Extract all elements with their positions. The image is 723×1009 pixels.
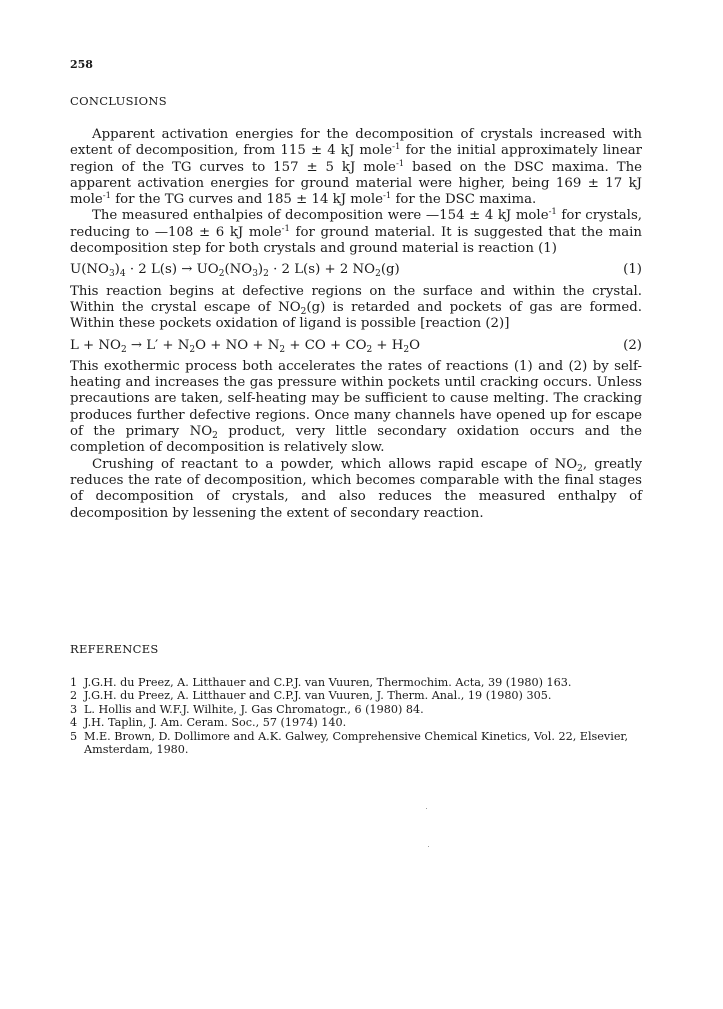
- page-number: 258: [70, 58, 93, 71]
- reference-item: 1 J.G.H. du Preez, A. Litthauer and C.P.J. van Vuuren, Thermochim. Acta, 39 (1980) 163.: [70, 676, 572, 689]
- scan-speck: [428, 846, 429, 847]
- scan-speck: [426, 808, 427, 809]
- paragraph-enthalpies: The measured enthalpies of decomposition were —154 ± 4 kJ mole$^{-1}$ for crystals, reducing to —108 ± 6 kJ mole$^{-1}$ for ground material. It is suggested that the main decomposition step for both crystals and ground material is reaction (1): [70, 207, 642, 257]
- reference-item: 4 J.H. Taplin, J. Am. Ceram. Soc., 57 (1974) 140.: [70, 716, 347, 730]
- equation-1-expression: $U(NO_3)_4 \cdot 2$ $L(s) \to UO_2(NO_3)_2 \cdot 2$ L(s) + 2 $NO_2(g)$: [70, 262, 400, 280]
- paragraph-activation-energies: Apparent activation energies for the decomposition of crystals increased with extent of decomposition, from 115 ± 4 kJ mole$^{-1}$ for the initial approximately linear region of the TG curves to 157 ± 5 kJ mole$^{-1}$ based on the DSC maxima. The apparent activation energies for ground material were higher, being 169 ± 17 kJ mole$^{-1}$ for the TG curves and 185 ± 14 kJ mole$^{-1}$ for the DSC maxima.: [70, 127, 642, 208]
- references-heading: REFERENCES: [70, 642, 159, 656]
- equation-1-number: (1): [623, 262, 642, 278]
- paragraph-exothermic-process: This exothermic process both accelerates the rates of reactions (1) and (2) by self-heating and increases the gas pressure within pockets until cracking occurs. Unless precautions are taken, self-heating may be sufficient to cause melting. The cracking produces further defective regions. Once many channels have opened up for escape of the primary $NO_2$ product, very little secondary oxidation occurs and the completion of decomposition is relatively slow.: [70, 358, 642, 456]
- references-list: [70, 676, 642, 756]
- equation-2: [70, 338, 642, 354]
- conclusions-body: [70, 127, 642, 522]
- equation-2-expression: $L + NO_2 \to L' + N_2O$ + NO + $N_2$ + CO + $CO_2 + H_2O$: [70, 337, 421, 355]
- paragraph-reaction-begins: This reaction begins at defective regions on the surface and within the crystal. Within the crystal escape of $NO_2(g)$ is retarded and pockets of gas are formed. Within these pockets oxidation of ligand is possible [reaction (2)]: [70, 283, 642, 332]
- reference-item: 5 M.E. Brown, D. Dollimore and A.K. Galwey, Comprehensive Chemical Kinetics, Vol. 22, Elsevier, Amsterdam, 1980.: [70, 729, 629, 757]
- reference-item: 3 L. Hollis and W.F.J. Wilhite, J. Gas Chromatogr., 6 (1980) 84.: [70, 702, 424, 716]
- paragraph-crushing: Crushing of reactant to a powder, which allows rapid escape of $NO_2$, greatly reduces the rate of decomposition, which becomes comparable with the final stages of decomposition of crystals, and also reduces the measured enthalpy of decomposition by lessening the extent of secondary reaction.: [70, 456, 642, 521]
- equation-1: [70, 262, 642, 278]
- equation-2-number: (2): [623, 337, 642, 353]
- reference-item: 2 J.G.H. du Preez, A. Litthauer and C.P.J. van Vuuren, J. Therm. Anal., 19 (1980) 305.: [70, 689, 552, 703]
- conclusions-heading: CONCLUSIONS: [70, 94, 167, 108]
